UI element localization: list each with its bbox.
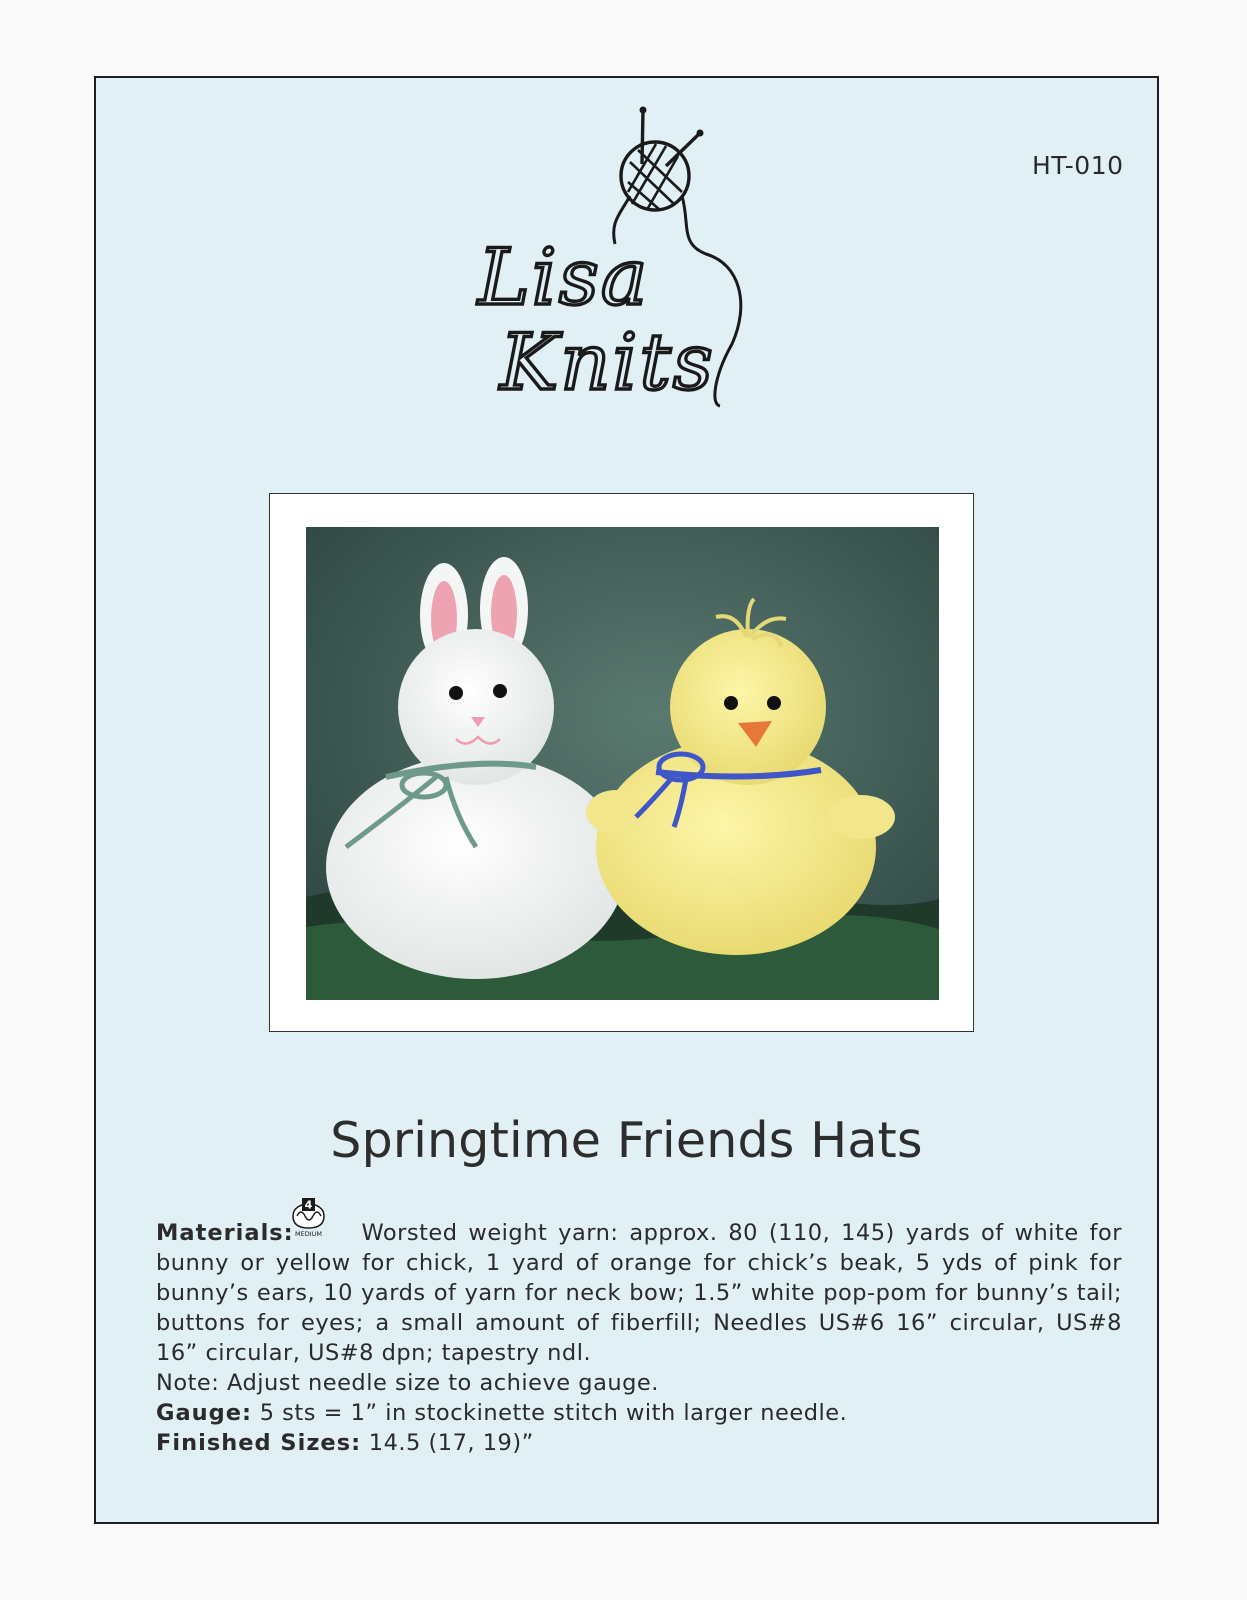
logo-text-lisa: Lisa [478,233,650,323]
finished-sizes-line [156,1428,1122,1458]
pattern-title: Springtime Friends Hats [330,1112,923,1169]
yarn-weight-number: 4 [304,1198,313,1212]
gauge-text: 5 sts = 1” in stockinette stitch with larger needle. [259,1400,848,1426]
materials-paragraph [156,1218,1122,1368]
yarn-weight-label: MEDIUM [294,1230,323,1238]
logo-text-knits: Knits [500,318,715,408]
materials-label: Materials: [156,1220,294,1246]
note-line: Note: Adjust needle size to achieve gauge. [156,1370,659,1396]
hats-photo [306,527,939,1000]
gauge-line [156,1398,1122,1428]
pattern-code: HT-010 [1032,151,1124,180]
finished-sizes-text: 14.5 (17, 19)” [368,1430,534,1456]
gauge-label: Gauge: [156,1400,253,1426]
lisa-knits-logo [470,104,790,414]
pattern-details [156,1218,1122,1458]
materials-text: Worsted weight yarn: approx. 80 (110, 145) yards of white for bunny or yellow for chick, 1 yard of orange for chick’s beak, 5 yds of pink for bunny’s ears, 10 yards of yarn for neck bow; 1.5” white pop-pom for bunny’s tail; buttons for eyes; a small amount of fiberfill; Needles US#6 16” circular, US#8 16” circular, US#8 dpn; tapestry ndl. [156,1220,1122,1366]
finished-sizes-label: Finished Sizes: [156,1430,362,1456]
